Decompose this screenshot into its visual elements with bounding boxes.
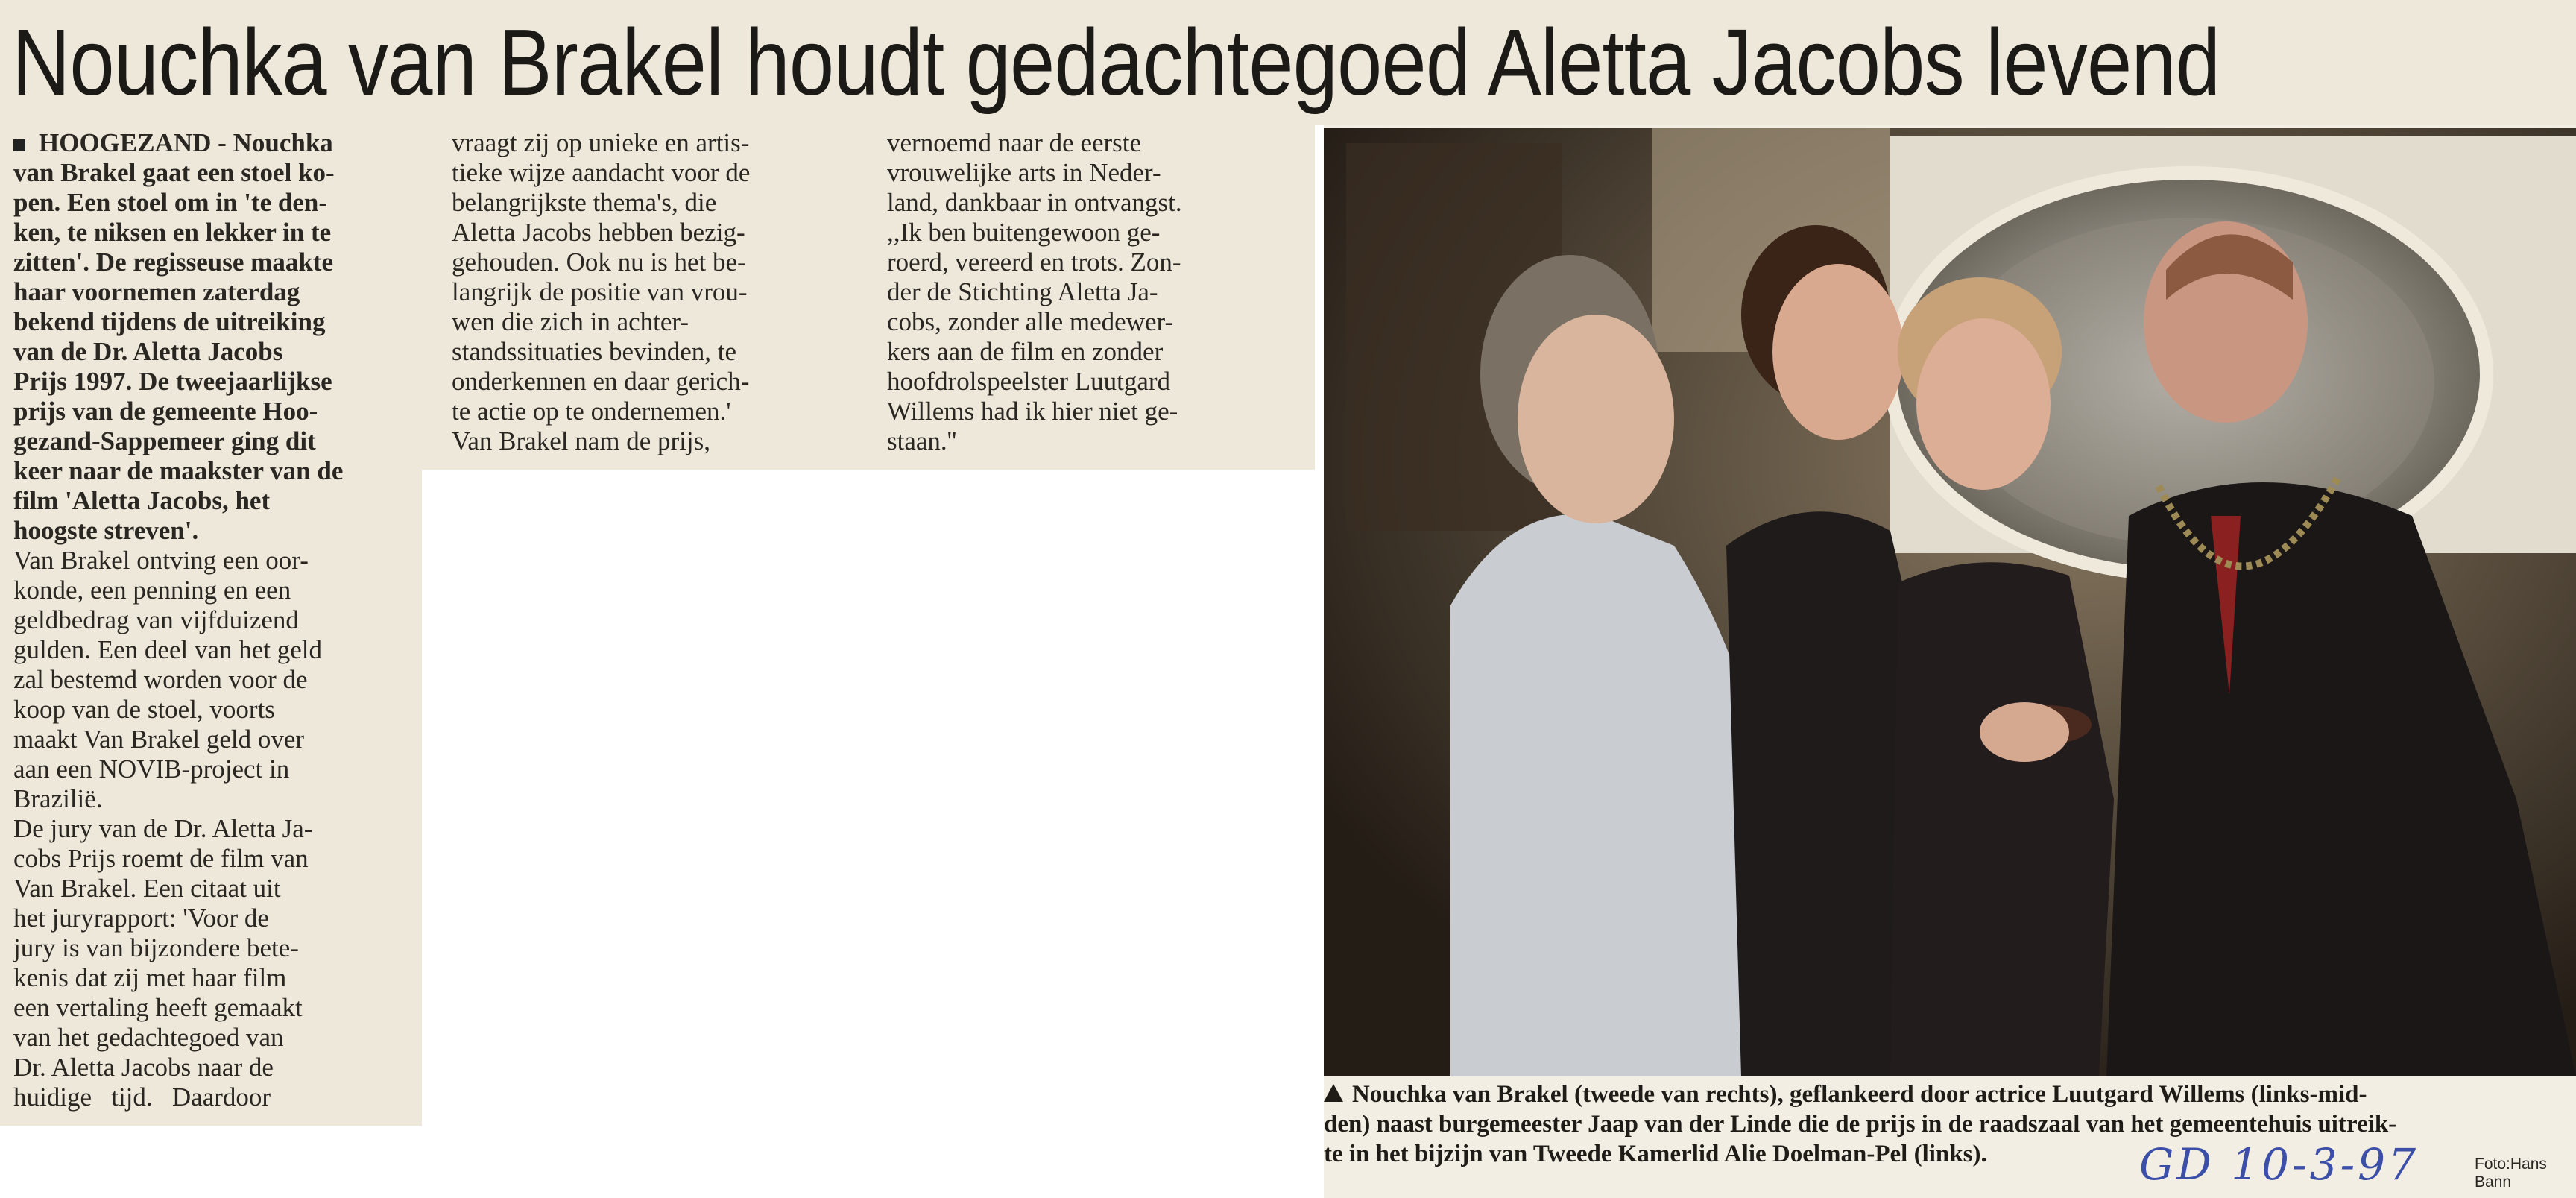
caption-line: den) naast burgemeester Jaap van der Linde die de prijs in de raadszaal van het gemeentehuis uitreik-	[1324, 1111, 2397, 1138]
column-1-body-line: Van Brakel ontving een oor-	[13, 546, 309, 575]
column-1-body-line: konde, een penning en een	[13, 576, 291, 605]
headline: Nouchka van Brakel houdt gedachtegoed Aletta Jacobs levend	[12, 10, 2220, 115]
news-photo	[1324, 128, 2576, 1076]
column-1-body-line: De jury van de Dr. Aletta Ja-	[13, 814, 313, 843]
column-2-line: belangrijkste thema's, die	[452, 188, 717, 217]
column-3-line: vernoemd naar de eerste	[887, 128, 1142, 157]
caption-line: Nouchka van Brakel (tweede van rechts), geflankeerd door actrice Luutgard Willems (links-mid-	[1352, 1081, 2367, 1108]
column-2-line: langrijk de positie van vrou-	[452, 277, 748, 306]
column-3-line: der de Stichting Aletta Ja-	[887, 277, 1158, 306]
column-1-body-line: een vertaling heeft gemaakt	[13, 993, 303, 1022]
column-1-body-line: kenis dat zij met haar film	[13, 963, 287, 992]
column-1-body-line: aan een NOVIB-project in	[13, 754, 290, 784]
column-2-line: tieke wijze aandacht voor de	[452, 158, 751, 187]
dateline: HOOGEZAND	[39, 128, 212, 157]
column-3-line: kers aan de film en zonder	[887, 337, 1164, 366]
section-marker-icon	[13, 139, 25, 151]
column-2-line: Aletta Jacobs hebben bezig-	[452, 218, 745, 247]
woman-center-right-face	[1916, 318, 2051, 490]
caption-line: te in het bijzijn van Tweede Kamerlid Alie Doelman-Pel (links).	[1324, 1141, 1987, 1167]
column-2-line: Van Brakel nam de prijs,	[452, 426, 710, 455]
column-2-line: gehouden. Ook nu is het be-	[452, 248, 746, 277]
woman-center-right-body	[1890, 562, 2114, 1076]
column-1-body-line: maakt Van Brakel geld over	[13, 725, 305, 754]
column-2-line: onderkennen en daar gerich-	[452, 367, 750, 396]
news-photo-illustration	[1324, 128, 2576, 1076]
column-1-body-line: Dr. Aletta Jacobs naar de	[13, 1053, 274, 1082]
hands	[1980, 702, 2069, 762]
woman-left-face	[1518, 315, 1674, 523]
column-1-body-line: jury is van bijzondere bete-	[13, 933, 299, 962]
column-3-line: staan.''	[887, 426, 957, 455]
column-1-body-line: het juryrapport: 'Voor de	[13, 904, 269, 933]
column-1-body-line: koop van de stoel, voorts	[13, 695, 275, 724]
column-3-line: hoofdrolspeelster Luutgard	[887, 367, 1171, 396]
column-2-line: wen die zich in achter-	[452, 307, 689, 336]
column-3-line: ,,Ik ben buitengewoon ge-	[887, 218, 1161, 247]
column-1-body-line: huidige tijd. Daardoor	[13, 1082, 271, 1112]
caption-marker-icon	[1324, 1084, 1343, 1102]
column-3-line: roerd, vereerd en trots. Zon-	[887, 248, 1181, 277]
column-2-line: te actie op te ondernemen.'	[452, 397, 731, 426]
column-1	[13, 128, 343, 1112]
column-3-line: land, dankbaar in ontvangst.	[887, 188, 1182, 217]
column-3-line: Willems had ik hier niet ge-	[887, 397, 1178, 426]
column-2-line: standssituaties bevinden, te	[452, 337, 737, 366]
column-1-body-line: cobs Prijs roemt de film van	[13, 844, 309, 873]
woman-center-left-face	[1772, 264, 1904, 440]
column-3	[887, 128, 1182, 456]
column-1-body-line: geldbedrag van vijfduizend	[13, 605, 299, 634]
column-1-body-line: Van Brakel. Een citaat uit	[13, 874, 281, 903]
photo-credit: Foto:Hans Bann	[2475, 1156, 2547, 1191]
column-1-body-line: van het gedachtegoed van	[13, 1023, 284, 1052]
column-3-line: cobs, zonder alle medewer-	[887, 307, 1174, 336]
column-1-body-line: Brazilië.	[13, 784, 103, 813]
handwritten-date-note: GD 10-3-97	[2139, 1139, 2419, 1190]
column-2-line: vraagt zij op unieke en artis-	[452, 128, 750, 157]
column-1-body-line: zal bestemd worden voor de	[13, 665, 308, 694]
column-1-lead: HOOGEZAND - Nouchka van Brakel gaat een stoel ko- pen. Een stoel om in 'te den- ken, te niksen en lekker in te zitten'. De regisseuse maakte haar voornemen zaterdag bekend tijdens de uitreiking van de Dr. Aletta Jacobs Prijs 1997. De tweejaarlijkse prijs van de gemeente Hoo- gezand-Sappemeer ging dit keer naar de maakster van de film 'Aletta Jacobs, het hoogste streven'.	[13, 128, 344, 545]
column-3-line: vrouwelijke arts in Neder-	[887, 158, 1161, 187]
column-1-body-line: gulden. Een deel van het geld	[13, 635, 323, 664]
column-2	[452, 128, 750, 456]
